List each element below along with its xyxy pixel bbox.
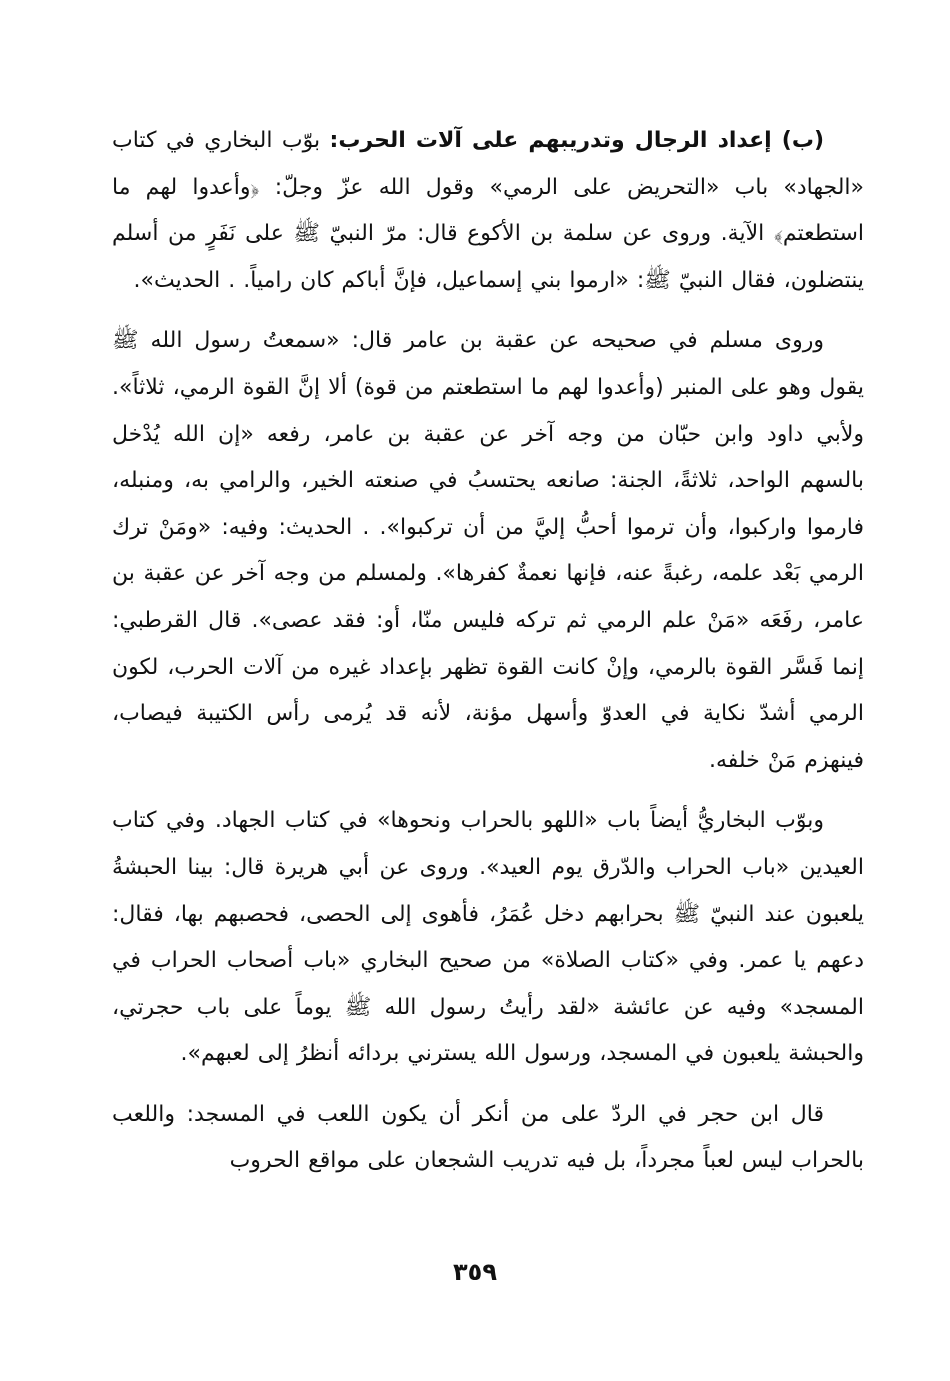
page-number: ٣٥٩ (453, 1258, 497, 1286)
paragraph-bukhari-spears (112, 798, 864, 1078)
paragraph-gap (112, 1078, 864, 1092)
paragraph-text: وبوّب البخاريُّ أيضاً باب «اللهو بالحراب ونحوها» في كتاب الجهاد. وفي كتاب العيدين «باب الحراب والدّرق يوم العيد». وروى عن أبي هريرة قال: بينا الحبشةُ يلعبون عند النبيّ ﷺ بحرابهم دخل عُمَرُ، فأهوى إلى الحصى، فحصبهم بها، فقال: دعهم يا عمر. وفي «كتاب الصلاة» من صحيح البخاري «باب أصحاب الحراب في المسجد» وفيه عن عائشة «لقد رأيتُ رسول الله ﷺ يوماً على باب حجرتي، والحبشة يلعبون في المسجد، ورسول الله يسترني بردائه أنظرُ إلى لعبهم». (112, 808, 864, 1067)
paragraph-text: قال ابن حجر في الردّ على من أنكر أن يكون اللعب في المسجد: واللعب بالحراب ليس لعباً مجرداً، بل فيه تدريب الشجعان على مواقع الحروب (112, 1101, 864, 1174)
paragraph-text: وروى مسلم في صحيحه عن عقبة بن عامر قال: «سمعتُ رسول الله ﷺ يقول وهو على المنبر (وأعدوا لهم ما استطعتم من قوة) ألا إنَّ القوة الرمي، ثلاثاً». ولأبي داود وابن حبّان من وجه آخر عن عقبة بن عامر، رفعه «إن الله يُدْخل بالسهم الواحد، ثلاثةً، الجنة: صانعه يحتسبُ في صنعته الخير، والرامي به، ومنبله، فارموا واركبوا، وأن ترموا أحبُّ إليَّ من أن تركبوا». . الحديث: وفيه: «ومَنْ ترك الرمي بَعْد علمه، رغبةً عنه، فإنها نعمةٌ كفرها». ولمسلم من وجه آخر عن عقبة بن عامر، رفَعَه «مَنْ علم الرمي ثم تركه فليس منّا، أو: فقد عصى». قال القرطبي: إنما فَسَّر القوة بالرمي، وإنْ كانت القوة تظهر بإعداد غيره من آلات الحرب، لكون الرمي أشدّ نكاية في العدوّ وأسهل مؤنة، لأنه قد يُرمى رأس الكتيبة فيصاب، فينهزم مَنْ خلفه. (112, 328, 864, 773)
paragraph-gap (112, 784, 864, 798)
section-heading: (ب) إعداد الرجال وتدريبهم على آلات الحرب: (329, 128, 824, 153)
paragraph-ibn-hajar (112, 1092, 864, 1185)
paragraph-gap (112, 304, 864, 318)
paragraph-text: بوّب البخاري في كتاب «الجهاد» باب «التحريض على الرمي» وقول الله عزّ وجلّ: ﴿وأعدوا لهم ما استطعتم﴾ الآية. وروى عن سلمة بن الأكوع قال: مرّ النبيّ ﷺ على نَفَرٍ من أسلم ينتضلون، فقال النبيّ ﷺ: «ارموا بني إسماعيل، فإنَّ أباكم كان رامياً. . الحديث». (112, 128, 864, 293)
page-body (112, 118, 864, 1358)
paragraph-military-training (112, 118, 864, 304)
paragraph-muslim-narration (112, 318, 864, 784)
